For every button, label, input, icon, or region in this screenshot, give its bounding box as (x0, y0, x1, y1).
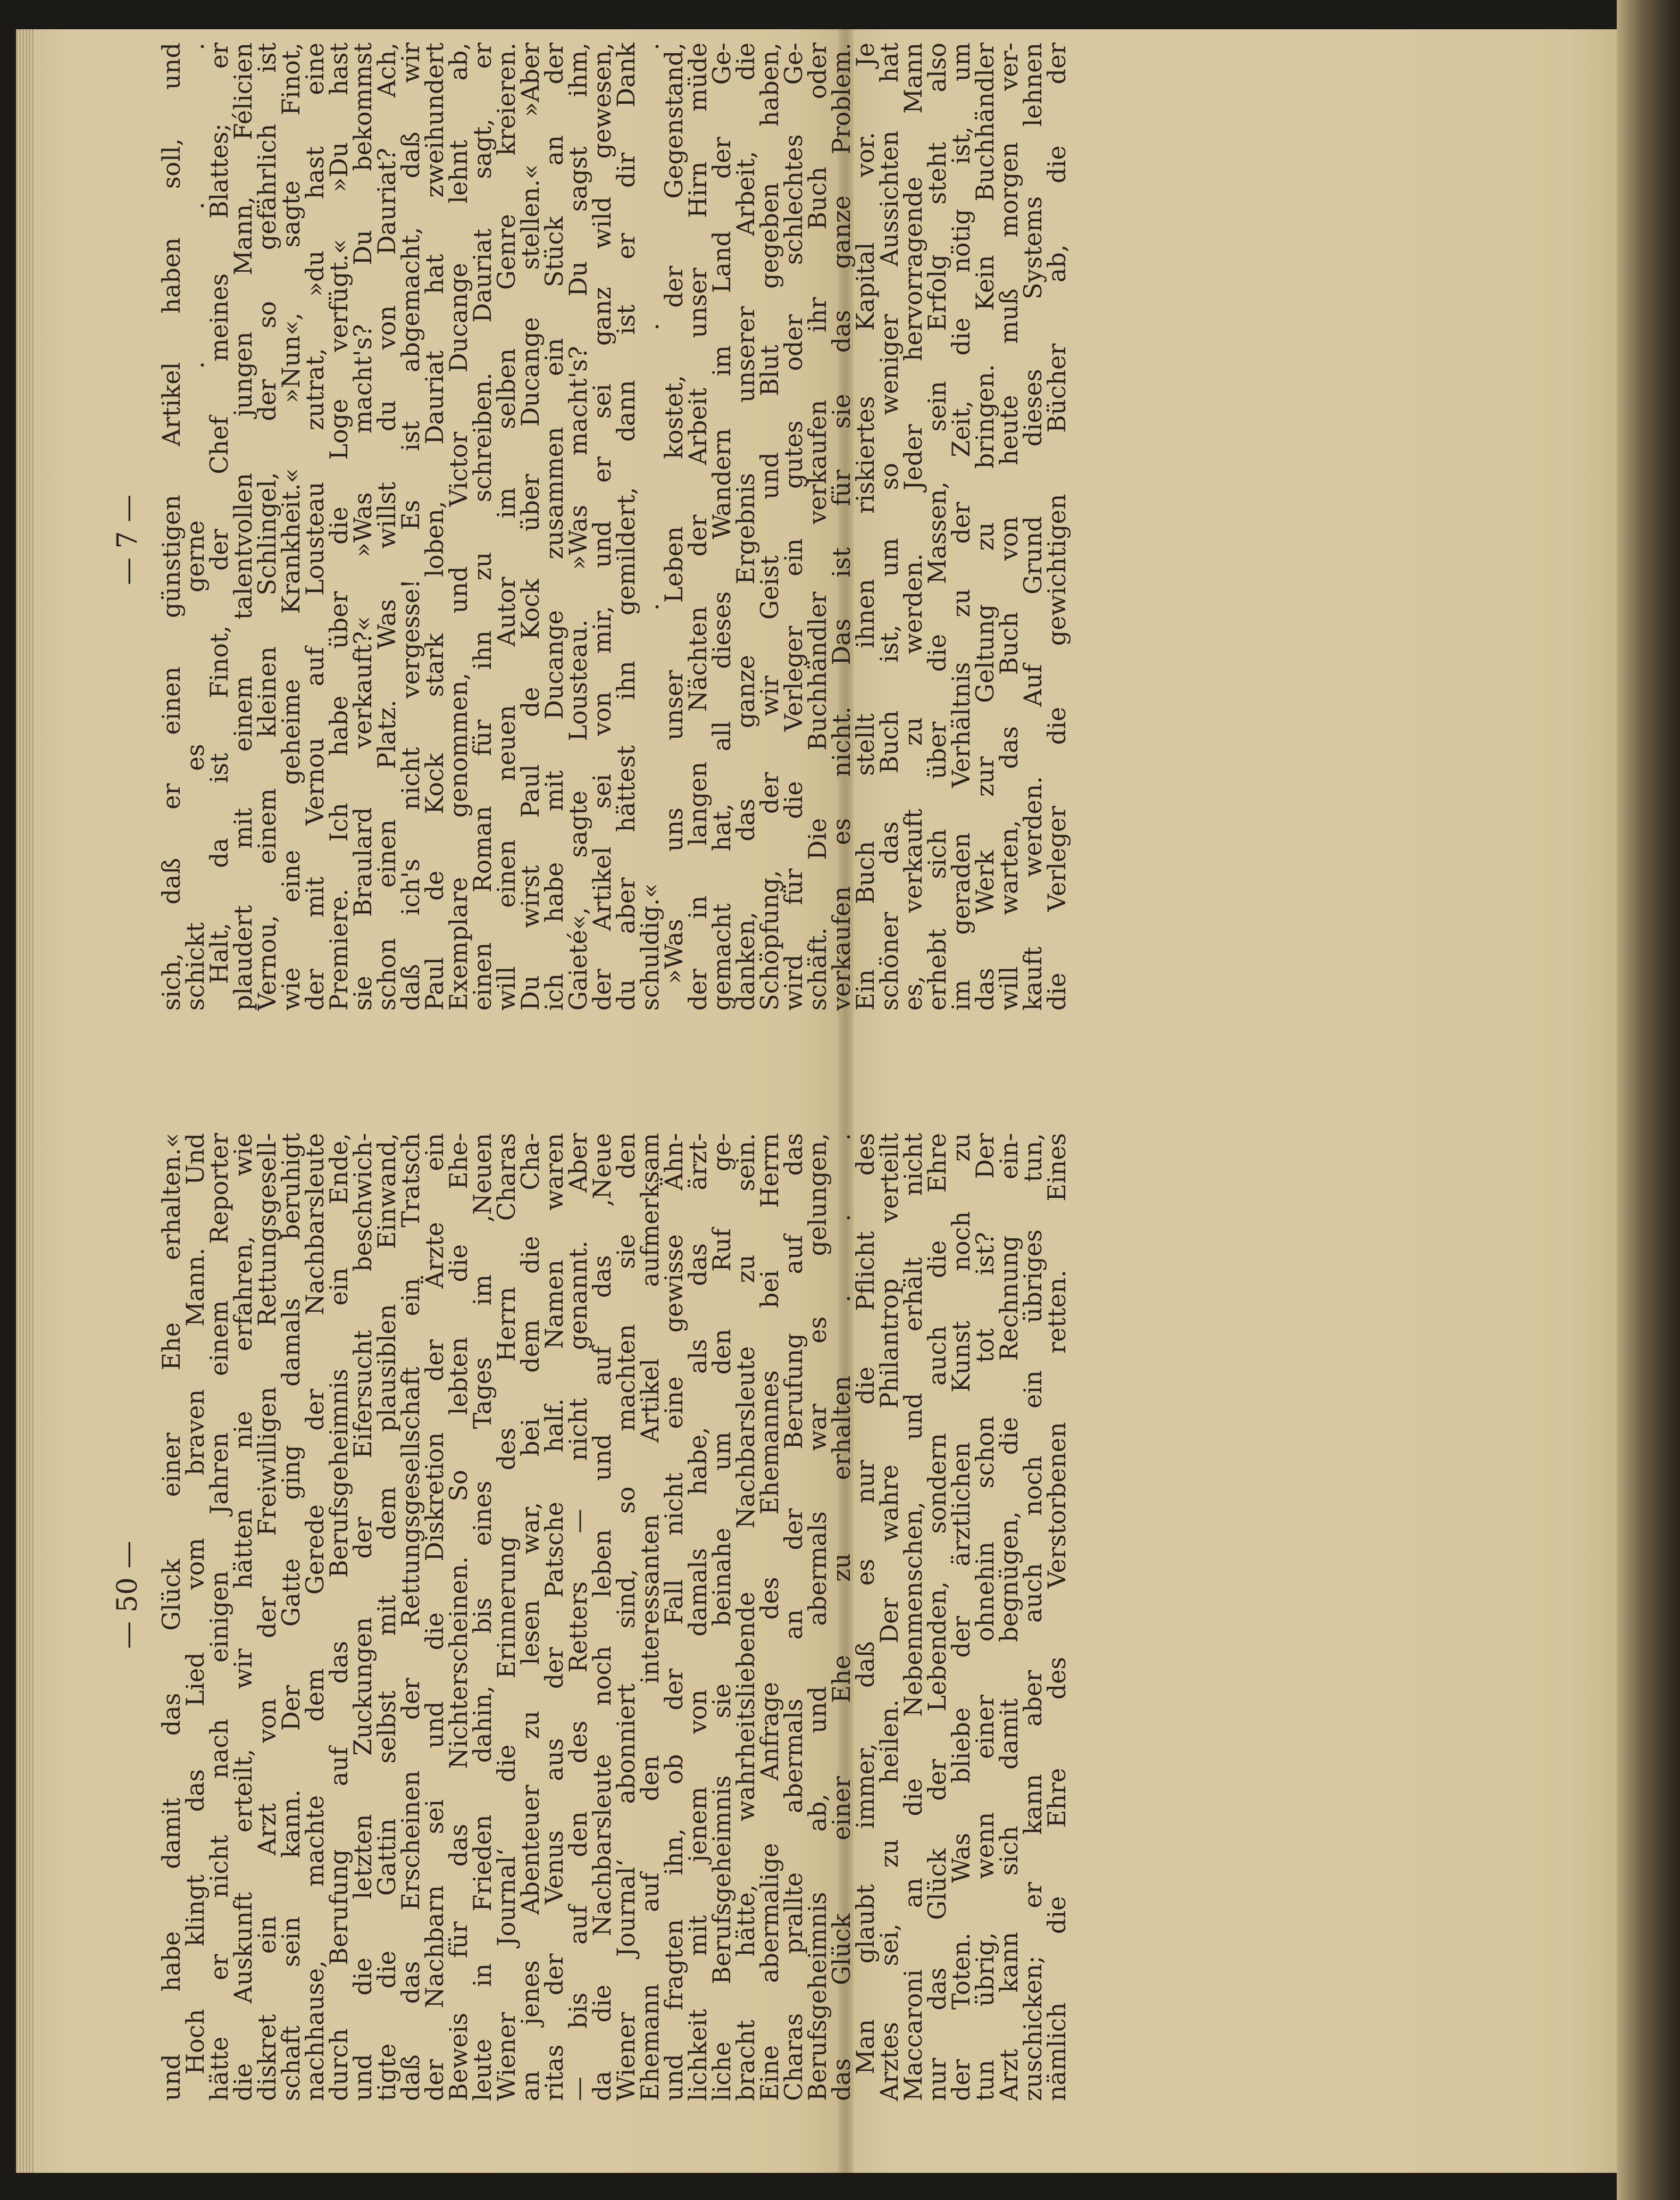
text-line: daß das Erscheinen der Rettungsgesellschaft ein Tratsch (396, 1133, 425, 2101)
text-line: Eine abermalige Anfrage des Ehemannes bei Herrn (755, 1133, 784, 2101)
text-line: ritas der Venus aus der Patsche half. Namen waren (540, 1133, 569, 2101)
text-line: erhebt sich über die Massen, sein Erfolg steht also (923, 43, 951, 1011)
text-line: an jenes Abenteuer zu lesen war, bei dem die Cha- (516, 1133, 545, 2101)
text-line: hätte er nicht nach einigen Jahren einem Reporter (205, 1133, 233, 2101)
text-line: Wiener Journal‘ abonniert sind, so machten sie den (612, 1133, 640, 2101)
text-line: Charas prallte abermals an der Berufung auf das (779, 1133, 808, 2101)
text-line: die Auskunft erteilt, wir hätten nie erfahren, wie (229, 1133, 257, 2101)
text-line: wird für die Verleger ein gutes oder schlechtes Ge- (779, 43, 808, 1011)
text-line: der Artikel sei von mir, und er sei ganz wild gewesen, (588, 43, 616, 1011)
text-line: sich, daß er einen günstigen Artikel haben soll, und (157, 43, 186, 1011)
text-line: Du wirst Paul de Kock über Ducange stellen.« »Aber (516, 43, 545, 1011)
text-line: kauft werden. Auf Grund dieses Systems lehnen (1018, 43, 1047, 1011)
text-line: schuldig.« . . . (636, 43, 664, 1011)
text-line: Gaieté«, sagte Lousteau. »Was macht's? Du sagst ihm, (564, 43, 592, 1011)
text-line: Maccaroni an die Nebenmenschen, und erhält nicht (899, 1133, 927, 2101)
text-line: ich habe mit Ducange zusammen ein Stück an der (540, 43, 569, 1011)
text-line: schon einen Platz. Was willst du von Dauriat? Ach, (372, 43, 401, 1011)
text-line: Man glaubt immer, daß es nur die Pflicht des (851, 1133, 880, 2074)
text-line: schickt es gerne . . . (181, 43, 210, 1011)
text-line: Berufsgeheimnis ab, und abermals war es gelungen, (803, 1133, 832, 2101)
text-line: »Was uns unser Leben kostet, der Gegenstand, (659, 43, 688, 984)
text-line: — bis auf den des Retters — nicht genannt. Aber (564, 1133, 592, 2101)
text-line: das Glück einer Ehe zu erhalten . . . (827, 1133, 856, 2101)
text-line: Schöpfung, der wir Geist und Blut gegeben haben, (755, 43, 784, 1011)
text-line: gemacht hat, all dieses Wandern im Land der Ge- (707, 43, 736, 1011)
text-line: danken, das ganze Ergebnis unserer Arbeit, die (731, 43, 760, 1011)
text-line: will einen neuen Autor im selben Genre kreieren. (492, 43, 521, 1011)
text-line: wie eine geheime Krankheit.« »Nun«, sagte Finot, (277, 43, 305, 1011)
text-line: lichkeit mit jenem von damals habe, als das ärzt- (683, 1133, 712, 2101)
text-line: Paul de Kock stark loben, Dauriat hat zweihundert (420, 43, 449, 1011)
text-line: diskret ein Arzt von der Freiwilligen Rettungsgesell- (253, 1133, 281, 2101)
text-line: Wiener Journal‘ die Erinnerung des Herrn Charas (492, 1133, 521, 2101)
text-line: Vernou, einem kleinen Schlingel, der so gefährlich ist (253, 43, 281, 1011)
text-line: sie Braulard verkauft?« »Was macht's? Du bekommst (348, 43, 377, 1011)
text-line: daß ich's nicht vergesse! Es ist abgemacht, daß wir (396, 43, 425, 1011)
text-line: das Werk zur Geltung zu bringen. Kein Buchhändler (971, 43, 999, 1011)
text-line: will warten, das Buch von heute muß morgen ver- (994, 43, 1023, 1011)
text-line: tun übrig, wenn einer ohnehin schon tot ist? Der (971, 1133, 999, 2101)
text-line: und die letzten Zuckungen der Eifersucht beschwich- (348, 1133, 377, 2101)
text-line: nämlich die Ehre des Verstorbenen retten. Eines (1042, 1133, 1071, 2101)
text-line: die Verleger die gewichtigen Bücher ab, die der (1042, 43, 1071, 1011)
page-stack-edge (16, 29, 35, 2173)
text-line: der Nachbarn sei und die Diskretion der Ärzte ein (420, 1133, 449, 2101)
text-line: bracht hätte, wahrheitsliebende Nachbarsleute zu sein. (731, 1133, 760, 2101)
text-line: Ehemann auf den interessanten Artikel aufmerksam (636, 1133, 664, 2101)
text-line: du aber hättest ihn gemildert, dann ist er dir Dank (612, 43, 640, 1011)
text-line: nachhause, machte dem Gerede der Nachbarsleute (300, 1133, 329, 2101)
text-line: plaudert mit einem talentvollen jungen Mann, Félicien (229, 43, 257, 1011)
text-line: es, verkauft zu werden. Jeder hervorragende Mann (899, 43, 927, 1011)
text-line: zuschicken; er kann aber auch noch ein übriges tun, (1018, 1133, 1047, 2101)
text-line: Arzt kann sich damit begnügen, die Rechnung ein- (994, 1133, 1023, 2101)
text-line: verkaufen es nicht. Das ist für sie das ganze Problem. (827, 43, 856, 1011)
text-line: nur das Glück der Lebenden, sondern auch die Ehre (923, 1133, 951, 2101)
text-line: Exemplare genommen, und Victor Ducange lehnt ab, (444, 43, 473, 1011)
text-line: durch Berufung auf das Berufsgeheimnis ein Ende, (324, 1133, 353, 2101)
text-line: der Toten. Was bliebe der ärztlichen Kunst noch zu (947, 1133, 975, 2101)
text-line: schäft. Die Buchhändler verkaufen ihr Buch oder (803, 43, 832, 1011)
text-line: Beweis für das Nichterscheinen. So lebten die Ehe- (444, 1133, 473, 2101)
text-line: der mit Vernou auf Lousteau zutrat, »du hast eine (300, 43, 329, 1011)
text-line: tigte die Gattin selbst mit dem plausiblen Einwand, (372, 1133, 401, 2101)
text-line: Ein Buch stellt ihnen riskiertes Kapital vor. Je (851, 43, 880, 1011)
text-line: einen Roman für ihn zu schreiben. Dauriat sagt, er (468, 43, 497, 1011)
text-line: schöner das Buch ist, um so weniger Aussichten hat (875, 43, 904, 1011)
text-line: Premiere. Ich habe über die Loge verfügt.« »Du hast (324, 43, 353, 1011)
binding-edge (1617, 0, 1680, 2200)
text-line: Halt, da ist Finot, der Chef meines Blattes; er (205, 43, 233, 984)
text-line: und fragten ihn, ob der Fall nicht eine gewisse Ähn- (659, 1133, 688, 2101)
text-line: Hoch klingt das Lied vom braven Mann. Und (181, 1133, 210, 2074)
right-page-folio: — 7 — (112, 494, 144, 585)
left-text-column (157, 1133, 1071, 2101)
text-line: und habe damit das Glück einer Ehe erhalten.« (157, 1133, 186, 2101)
text-line: liche Berufsgeheimnis sie beinahe um den Ruf ge- (707, 1133, 736, 2101)
text-line: schaft sein kann. Der Gatte ging damals beruhigt (277, 1133, 305, 2101)
text-line: der in langen Nächten der Arbeit unser Hirn müde (683, 43, 712, 1011)
text-line: Arztes sei, zu heilen. Der wahre Philantrop verteilt (875, 1133, 904, 2101)
text-line: da die Nachbarsleute noch leben und auf das ‚Neue (588, 1133, 616, 2101)
left-page-folio: — 50 — (112, 1540, 144, 1649)
text-line: im geraden Verhältnis zu der Zeit, die nötig ist, um (947, 43, 975, 1011)
text-line: leute in Frieden dahin, bis eines Tages im ‚Neuen (468, 1133, 497, 2101)
right-text-column (157, 43, 1071, 1011)
